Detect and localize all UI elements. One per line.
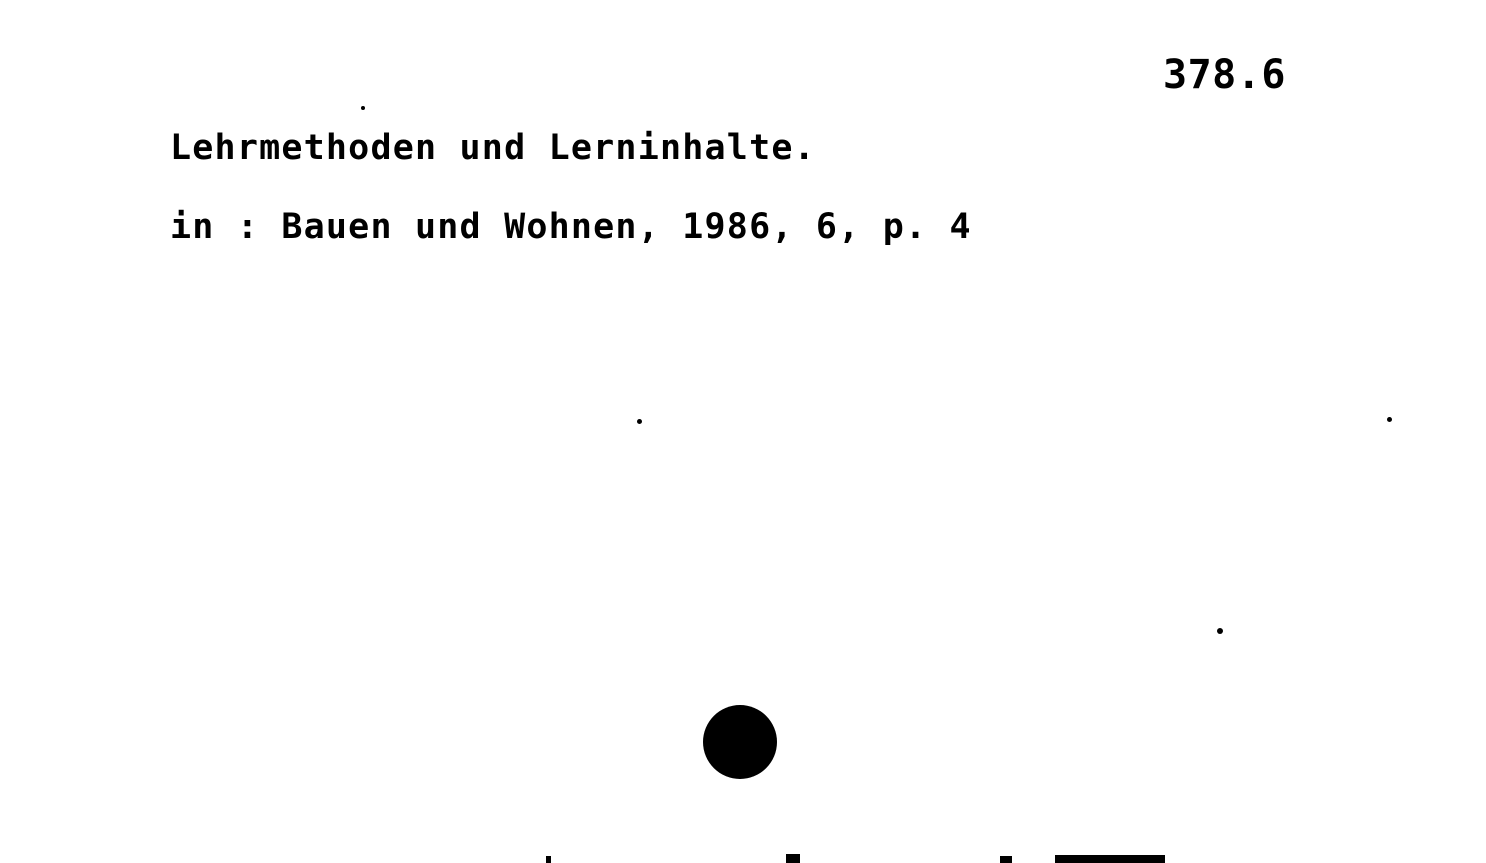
bottom-edge-mark bbox=[786, 854, 800, 863]
bottom-edge-mark bbox=[1000, 856, 1012, 863]
punch-hole-mark bbox=[703, 705, 777, 779]
bottom-edge-mark bbox=[1055, 855, 1165, 863]
document-source-citation: in : Bauen und Wohnen, 1986, 6, p. 4 bbox=[170, 207, 972, 247]
ink-speck bbox=[361, 106, 365, 110]
ink-speck bbox=[637, 419, 642, 424]
classmark-number: 378.6 bbox=[1163, 52, 1286, 98]
ink-speck bbox=[1217, 628, 1223, 634]
document-title: Lehrmethoden und Lerninhalte. bbox=[170, 128, 816, 168]
bottom-edge-mark bbox=[546, 856, 551, 863]
ink-speck bbox=[1387, 417, 1392, 422]
